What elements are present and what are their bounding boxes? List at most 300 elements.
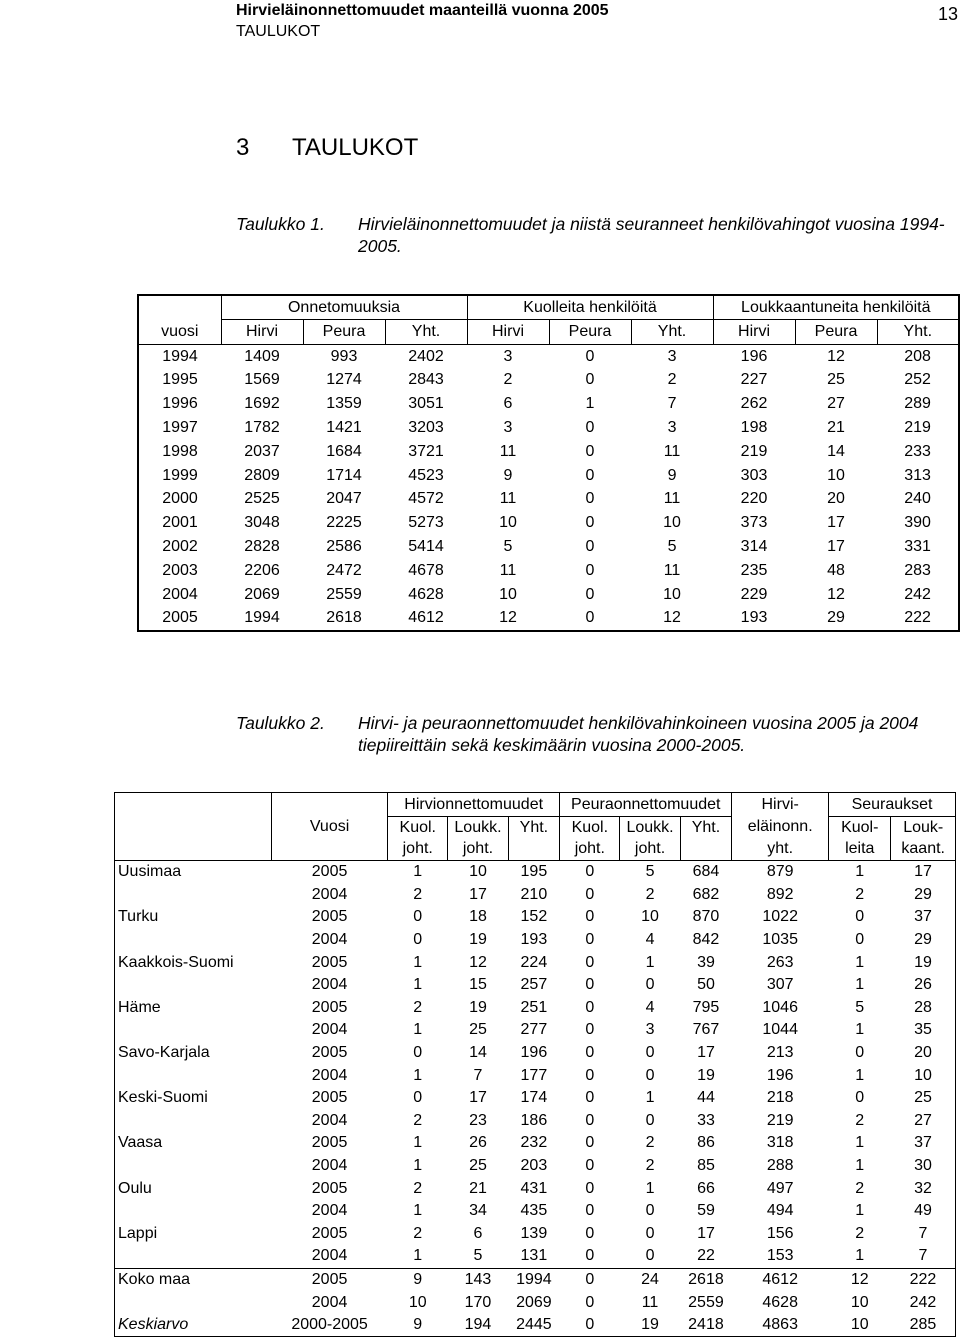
table2-region-name bbox=[115, 884, 272, 907]
table2-cell: 1 bbox=[645, 953, 655, 971]
table1-column-header: Yht. bbox=[385, 320, 467, 345]
table1-cell: 5273 bbox=[408, 514, 444, 532]
table2-cell: 0 bbox=[413, 1089, 423, 1107]
table1-cell: 242 bbox=[904, 585, 931, 603]
table1-cell: 1994 bbox=[244, 609, 280, 627]
table2-cell: 2004 bbox=[311, 1202, 348, 1220]
table1-cell: 208 bbox=[904, 347, 931, 365]
table2-cell: 0 bbox=[585, 1111, 595, 1129]
table2-cell: 2 bbox=[855, 1224, 865, 1242]
table2-cell: 0 bbox=[585, 1157, 595, 1175]
table2-cell: 2005 bbox=[311, 1134, 348, 1152]
table2-cell: 1 bbox=[413, 863, 423, 881]
table2-cell: 24 bbox=[620, 1268, 680, 1291]
table2-cell: 1 bbox=[855, 976, 865, 994]
running-header-subtitle: TAULUKOT bbox=[236, 23, 321, 40]
table1-cell: 2525 bbox=[244, 490, 280, 508]
table2-cell: 1 bbox=[855, 863, 865, 881]
table1-cell: 2037 bbox=[244, 442, 280, 460]
table1-column-header: Hirvi bbox=[467, 320, 549, 345]
table2-cell: 870 bbox=[692, 908, 720, 926]
table2-cell: 0 bbox=[413, 1044, 423, 1062]
table1-cell: 25 bbox=[827, 371, 845, 389]
table1-cell: 1997 bbox=[162, 419, 198, 437]
table2-cell: 33 bbox=[697, 1111, 715, 1129]
table1-cell: 11 bbox=[663, 561, 681, 579]
table2-cell: 0 bbox=[855, 1044, 865, 1062]
table1-cell: 219 bbox=[904, 419, 931, 437]
table1-cell: 10 bbox=[499, 585, 517, 603]
table2-cell: 37 bbox=[914, 908, 932, 926]
table2-cell: 1 bbox=[855, 1021, 865, 1039]
table-row bbox=[115, 1064, 956, 1087]
table2-cell: 682 bbox=[692, 885, 720, 903]
table2-cell: 0 bbox=[585, 1021, 595, 1039]
table2-cell: 1022 bbox=[762, 908, 798, 926]
table-row bbox=[115, 929, 956, 952]
table2-cell: 29 bbox=[914, 931, 932, 949]
table2-cell: 66 bbox=[697, 1179, 715, 1197]
table1-cell: 2001 bbox=[162, 514, 198, 532]
table2-cell: 288 bbox=[766, 1157, 794, 1175]
table1-cell: 4612 bbox=[408, 609, 444, 627]
table2-cell: 143 bbox=[448, 1268, 508, 1291]
table2-cell: 196 bbox=[520, 1044, 548, 1062]
table1-cell: 12 bbox=[827, 347, 845, 365]
table1-group-header-row bbox=[138, 295, 959, 320]
table2-region-name bbox=[115, 1110, 272, 1133]
table2-cell: 0 bbox=[585, 953, 595, 971]
table-row bbox=[115, 1200, 956, 1223]
table2-cell: 1 bbox=[413, 1202, 423, 1220]
table1-cell: 2069 bbox=[244, 585, 280, 603]
table2-cell: 795 bbox=[692, 998, 720, 1016]
table2-region-name bbox=[115, 1245, 272, 1268]
table2-cell: 1 bbox=[855, 1066, 865, 1084]
table1-cell: 1995 bbox=[162, 371, 198, 389]
table1-column-header: Yht. bbox=[631, 320, 713, 345]
table1-cell: 11 bbox=[499, 442, 517, 460]
table1-column-header: Hirvi bbox=[221, 320, 303, 345]
table2-cell: 44 bbox=[697, 1089, 715, 1107]
table2-cell: 1 bbox=[855, 1134, 865, 1152]
table-row bbox=[138, 416, 959, 440]
table2-header-joht: joht. bbox=[560, 838, 620, 861]
table2-cell: 2 bbox=[855, 1111, 865, 1129]
table2-group-hirvi: Hirvionnettomuudet bbox=[388, 793, 560, 817]
table-row bbox=[115, 1110, 956, 1133]
table2-cell: 17 bbox=[914, 863, 932, 881]
table1-cell: 3051 bbox=[408, 395, 444, 413]
table2-cell: 1 bbox=[413, 976, 423, 994]
table2-cell: 0 bbox=[585, 1293, 595, 1311]
table1-cell: 193 bbox=[740, 609, 768, 627]
table2-header-kuol: Kuol. bbox=[560, 817, 620, 839]
table2-cell: 30 bbox=[914, 1157, 932, 1175]
table1-column-header: Peura bbox=[795, 320, 877, 345]
table2-header-yht: Yht. bbox=[680, 817, 732, 839]
table2-cell: 0 bbox=[585, 998, 595, 1016]
table2-cell: 7 bbox=[473, 1066, 483, 1084]
table2-header-blank bbox=[115, 817, 272, 839]
table2-cell: 0 bbox=[585, 1044, 595, 1062]
table1-cell: 390 bbox=[904, 514, 931, 532]
table1-cell: 219 bbox=[740, 442, 768, 460]
table2-header-loukkaant: Louk- bbox=[891, 817, 956, 839]
table2-cell: 2004 bbox=[311, 976, 348, 994]
table2-cell: 2005 bbox=[311, 1044, 348, 1062]
table2-cell: 1 bbox=[855, 953, 865, 971]
table1-cell: 0 bbox=[585, 561, 595, 579]
table2-region-name: Savo-Karjala bbox=[118, 1044, 210, 1062]
table1-cell: 17 bbox=[827, 538, 845, 556]
table2-cell: 152 bbox=[520, 908, 548, 926]
table-row bbox=[115, 861, 956, 884]
table2-cell: 27 bbox=[914, 1111, 932, 1129]
table2-header-joht: joht. bbox=[620, 838, 680, 861]
table1-cell: 7 bbox=[667, 395, 677, 413]
table2-region-name bbox=[115, 1155, 272, 1178]
table2-header-yht: Yht. bbox=[508, 817, 560, 839]
table2-cell: 242 bbox=[909, 1293, 937, 1311]
table2-cell: 10 bbox=[469, 863, 487, 881]
table2-cell: 2 bbox=[413, 1179, 423, 1197]
table1-cell: 2 bbox=[667, 371, 677, 389]
table2-cell: 34 bbox=[469, 1202, 487, 1220]
table-row bbox=[115, 997, 956, 1020]
table2-cell: 177 bbox=[520, 1066, 548, 1084]
table1-cell: 1 bbox=[585, 395, 595, 413]
table2-region-name: Kaakkois-Suomi bbox=[118, 953, 234, 971]
table1-cell: 1714 bbox=[326, 466, 362, 484]
table2-cell: 222 bbox=[891, 1268, 956, 1291]
table1-cell: 198 bbox=[740, 419, 768, 437]
table2-cell: 17 bbox=[469, 1089, 487, 1107]
table2-cell: 18 bbox=[469, 908, 487, 926]
table1-cell: 233 bbox=[904, 442, 931, 460]
table1-cell: 6 bbox=[503, 395, 513, 413]
table1-cell: 1692 bbox=[244, 395, 280, 413]
table2-cell: 23 bbox=[469, 1111, 487, 1129]
table1-cell: 4523 bbox=[408, 466, 444, 484]
table1-cell: 2002 bbox=[162, 538, 198, 556]
table2-cell: 10 bbox=[914, 1066, 932, 1084]
table2-header-kuol: Kuol. bbox=[388, 817, 448, 839]
table2-cell: 2 bbox=[645, 1134, 655, 1152]
table-row bbox=[138, 583, 959, 607]
table1-cell: 220 bbox=[740, 490, 768, 508]
table1-cell: 3 bbox=[503, 347, 513, 365]
table2-cell: 2004 bbox=[311, 1021, 348, 1039]
table2-cell: 22 bbox=[697, 1247, 715, 1265]
table2-header-blank bbox=[508, 838, 560, 861]
table-row bbox=[115, 1155, 956, 1178]
table2-cell: 2069 bbox=[516, 1293, 552, 1311]
table-row bbox=[138, 488, 959, 512]
table2-cell: 251 bbox=[520, 998, 548, 1016]
table1-cell: 240 bbox=[904, 490, 931, 508]
table1-cell: 5 bbox=[667, 538, 677, 556]
table2-cell: 1046 bbox=[762, 998, 798, 1016]
table2-cell: 19 bbox=[641, 1316, 659, 1334]
table2-cell: 0 bbox=[645, 1111, 655, 1129]
table2-cell: 0 bbox=[560, 1268, 620, 1291]
table2-cell: 0 bbox=[585, 1089, 595, 1107]
table1-column-header: Yht. bbox=[877, 320, 959, 345]
table1-cell: 48 bbox=[827, 561, 845, 579]
table1-cell: 283 bbox=[904, 561, 931, 579]
table1-cell: 0 bbox=[585, 442, 595, 460]
table1-cell: 1994 bbox=[162, 347, 198, 365]
table1-column-header: Peura bbox=[549, 320, 631, 345]
table2-cell: 0 bbox=[585, 908, 595, 926]
table2-region-name: Häme bbox=[118, 998, 161, 1016]
table2-cell: 684 bbox=[692, 863, 720, 881]
table2-header-loukk: Loukk. bbox=[448, 817, 508, 839]
table1-cell: 289 bbox=[904, 395, 931, 413]
table2-header-hirvi-el-bot: yht. bbox=[732, 838, 829, 861]
table1-cell: 2206 bbox=[244, 561, 280, 579]
table1-cell: 1996 bbox=[162, 395, 198, 413]
table2-cell: 5 bbox=[855, 998, 865, 1016]
table1-cell: 3048 bbox=[244, 514, 280, 532]
table2-cell: 2005 bbox=[311, 953, 348, 971]
table2-cell: 0 bbox=[585, 1202, 595, 1220]
table2-accidents-by-region bbox=[114, 792, 956, 1337]
table2-cell: 0 bbox=[585, 1134, 595, 1152]
table-row bbox=[115, 1177, 956, 1200]
table2-header-row-1 bbox=[115, 793, 956, 817]
table1-cell: 2618 bbox=[326, 609, 362, 627]
table2-cell: 2004 bbox=[311, 1293, 348, 1311]
table2-cell: 2618 bbox=[680, 1268, 732, 1291]
table2-caption-text: Hirvi- ja peuraonnettomuudet henkilövahinkoineen vuosina 2005 ja 2004 tiepiireittäin sekä keskimäärin vuosina 2000-2005. bbox=[358, 713, 919, 755]
table2-cell: 26 bbox=[469, 1134, 487, 1152]
table2-cell: 20 bbox=[914, 1044, 932, 1062]
table2-header-joht: joht. bbox=[448, 838, 508, 861]
table1-cell: 3721 bbox=[408, 442, 444, 460]
table1-cell: 993 bbox=[330, 347, 358, 365]
table2-cell: 9 bbox=[388, 1268, 448, 1291]
table2-cell: 1 bbox=[855, 1247, 865, 1265]
table2-cell: 37 bbox=[914, 1134, 932, 1152]
table-row bbox=[138, 559, 959, 583]
table2-cell: 2005 bbox=[272, 1268, 388, 1291]
table2-cell: 1 bbox=[855, 1157, 865, 1175]
table1-cell: 2828 bbox=[244, 538, 280, 556]
table2-cell: 2004 bbox=[311, 885, 348, 903]
table1-cell: 2402 bbox=[408, 347, 444, 365]
table1-cell: 10 bbox=[663, 585, 681, 603]
table2-region-name bbox=[115, 1064, 272, 1087]
table-row bbox=[138, 511, 959, 535]
table-row bbox=[115, 1132, 956, 1155]
table2-cell: 2005 bbox=[311, 1179, 348, 1197]
table2-cell: 2004 bbox=[311, 1111, 348, 1129]
table2-cell: 11 bbox=[641, 1293, 659, 1311]
table2-group-peura: Peuraonnettomuudet bbox=[560, 793, 732, 817]
table1-cell: 1684 bbox=[326, 442, 362, 460]
table2-cell: 263 bbox=[766, 953, 794, 971]
table2-cell: 10 bbox=[408, 1293, 427, 1311]
table2-header-blank bbox=[115, 838, 272, 861]
table2-cell: 17 bbox=[697, 1044, 715, 1062]
table1-cell: 3 bbox=[503, 419, 513, 437]
table1-cell: 11 bbox=[663, 490, 681, 508]
table2-cell: 2 bbox=[413, 885, 423, 903]
table2-region-name bbox=[115, 1019, 272, 1042]
table1-cell: 2000 bbox=[162, 490, 198, 508]
table1-cell: 331 bbox=[904, 538, 931, 556]
table2-region-name: Oulu bbox=[118, 1179, 152, 1197]
table2-cell: 0 bbox=[855, 1089, 865, 1107]
table2-cell: 0 bbox=[413, 908, 423, 926]
table2-cell: 19 bbox=[469, 998, 487, 1016]
table2-cell: 2005 bbox=[311, 863, 348, 881]
table2-cell: 10 bbox=[850, 1293, 869, 1311]
table2-cell: 1 bbox=[413, 1134, 423, 1152]
table2-cell: 21 bbox=[469, 1179, 487, 1197]
table1-cell: 2047 bbox=[326, 490, 362, 508]
table2-cell: 219 bbox=[766, 1111, 794, 1129]
table2-header-kuolleita: leita bbox=[829, 838, 891, 861]
table2-header-blank bbox=[680, 838, 732, 861]
table1-cell: 4678 bbox=[408, 561, 444, 579]
table2-cell: 213 bbox=[766, 1044, 794, 1062]
table2-cell: 4 bbox=[645, 998, 655, 1016]
table1-cell: 2586 bbox=[326, 538, 362, 556]
table2-cell: 19 bbox=[697, 1066, 715, 1084]
table1-column-header-row bbox=[138, 320, 959, 345]
table2-cell: 85 bbox=[697, 1157, 715, 1175]
table1-group-header: Onnetomuuksia bbox=[221, 295, 467, 320]
table2-cell: 25 bbox=[469, 1157, 487, 1175]
table-row bbox=[115, 1314, 956, 1337]
table2-cell: 892 bbox=[766, 885, 794, 903]
table1-cell: 2225 bbox=[326, 514, 362, 532]
table2-cell: 2 bbox=[855, 885, 865, 903]
table1-cell: 262 bbox=[740, 395, 768, 413]
table2-cell: 7 bbox=[918, 1224, 928, 1242]
table2-cell: 3 bbox=[645, 1021, 655, 1039]
table1-cell: 314 bbox=[740, 538, 768, 556]
table2-cell: 17 bbox=[697, 1224, 715, 1242]
table-row bbox=[115, 906, 956, 929]
table1-cell: 21 bbox=[827, 419, 845, 437]
table2-header-kuolleita: Kuol- bbox=[829, 817, 891, 839]
table2-cell: 14 bbox=[469, 1044, 487, 1062]
table2-cell: 318 bbox=[766, 1134, 794, 1152]
table2-header-vuosi: Vuosi bbox=[272, 817, 388, 839]
table2-cell: 224 bbox=[520, 953, 548, 971]
table2-cell: 2 bbox=[413, 1111, 423, 1129]
table2-header-blank bbox=[272, 793, 388, 817]
table2-cell: 0 bbox=[645, 1224, 655, 1242]
table2-cell: 1 bbox=[413, 1021, 423, 1039]
table2-cell: 2004 bbox=[311, 931, 348, 949]
table1-cell: 3 bbox=[667, 347, 677, 365]
table2-cell: 0 bbox=[645, 1066, 655, 1084]
table2-cell: 12 bbox=[469, 953, 487, 971]
table2-cell: 2004 bbox=[311, 1247, 348, 1265]
table-row bbox=[115, 1019, 956, 1042]
table2-region-name: Koko maa bbox=[115, 1268, 272, 1291]
table1-cell: 10 bbox=[499, 514, 517, 532]
table1-cell: 227 bbox=[740, 371, 768, 389]
table2-cell: 12 bbox=[829, 1268, 891, 1291]
table1-column-header: Hirvi bbox=[713, 320, 795, 345]
table1-cell: 229 bbox=[740, 585, 768, 603]
table2-cell: 59 bbox=[697, 1202, 715, 1220]
table1-cell: 1569 bbox=[244, 371, 280, 389]
table2-cell: 49 bbox=[914, 1202, 932, 1220]
table2-cell: 232 bbox=[520, 1134, 548, 1152]
table2-cell: 435 bbox=[520, 1202, 548, 1220]
table2-header-loukkaant: kaant. bbox=[891, 838, 956, 861]
table1-cell: 0 bbox=[585, 371, 595, 389]
table2-region-name bbox=[115, 1291, 272, 1314]
table2-cell: 4863 bbox=[762, 1316, 798, 1334]
table1-cell: 3203 bbox=[408, 419, 444, 437]
table1-group-header: Kuolleita henkilöitä bbox=[467, 295, 713, 320]
table2-cell: 156 bbox=[766, 1224, 794, 1242]
table1-cell: 2843 bbox=[408, 371, 444, 389]
table-row bbox=[115, 1268, 956, 1291]
table2-cell: 431 bbox=[520, 1179, 548, 1197]
table-row bbox=[115, 1223, 956, 1246]
table1-cell: 313 bbox=[904, 466, 931, 484]
table1-cell: 2559 bbox=[326, 585, 362, 603]
table-row bbox=[138, 440, 959, 464]
table2-cell: 6 bbox=[473, 1224, 483, 1242]
table1-cell: 11 bbox=[499, 490, 517, 508]
table-row bbox=[138, 392, 959, 416]
table2-cell: 131 bbox=[520, 1247, 548, 1265]
table2-cell: 0 bbox=[585, 1066, 595, 1084]
table1-column-header: vuosi bbox=[138, 320, 221, 345]
table2-cell: 842 bbox=[692, 931, 720, 949]
table2-cell: 0 bbox=[585, 1224, 595, 1242]
table1-cell: 2809 bbox=[244, 466, 280, 484]
table1-cell: 0 bbox=[585, 419, 595, 437]
table2-cell: 2004 bbox=[311, 1066, 348, 1084]
table2-cell: 1 bbox=[413, 1066, 423, 1084]
table2-region-name: Keski-Suomi bbox=[118, 1089, 208, 1107]
table2-cell: 196 bbox=[766, 1066, 794, 1084]
table1-cell: 5 bbox=[503, 538, 513, 556]
table2-cell: 7 bbox=[918, 1247, 928, 1265]
table1-cell: 11 bbox=[663, 442, 681, 460]
table2-cell: 15 bbox=[469, 976, 487, 994]
table1-cell: 10 bbox=[663, 514, 681, 532]
table2-cell: 285 bbox=[909, 1316, 937, 1334]
table1-cell: 2472 bbox=[326, 561, 362, 579]
table2-cell: 17 bbox=[469, 885, 487, 903]
table1-cell: 303 bbox=[740, 466, 768, 484]
table2-cell: 10 bbox=[641, 908, 659, 926]
table2-cell: 1 bbox=[645, 1089, 655, 1107]
table2-cell: 39 bbox=[697, 953, 715, 971]
table-row bbox=[138, 535, 959, 559]
table2-header-blank bbox=[272, 838, 388, 861]
table2-cell: 25 bbox=[469, 1021, 487, 1039]
table2-cell: 4612 bbox=[732, 1268, 829, 1291]
table2-cell: 1035 bbox=[762, 931, 798, 949]
table2-region-name: Lappi bbox=[118, 1224, 158, 1242]
table1-caption-text: Hirvieläinonnettomuudet ja niistä seuranneet henkilövahingot vuosina 1994-2005. bbox=[358, 214, 945, 256]
table2-cell: 277 bbox=[520, 1021, 548, 1039]
table2-cell: 879 bbox=[766, 863, 794, 881]
